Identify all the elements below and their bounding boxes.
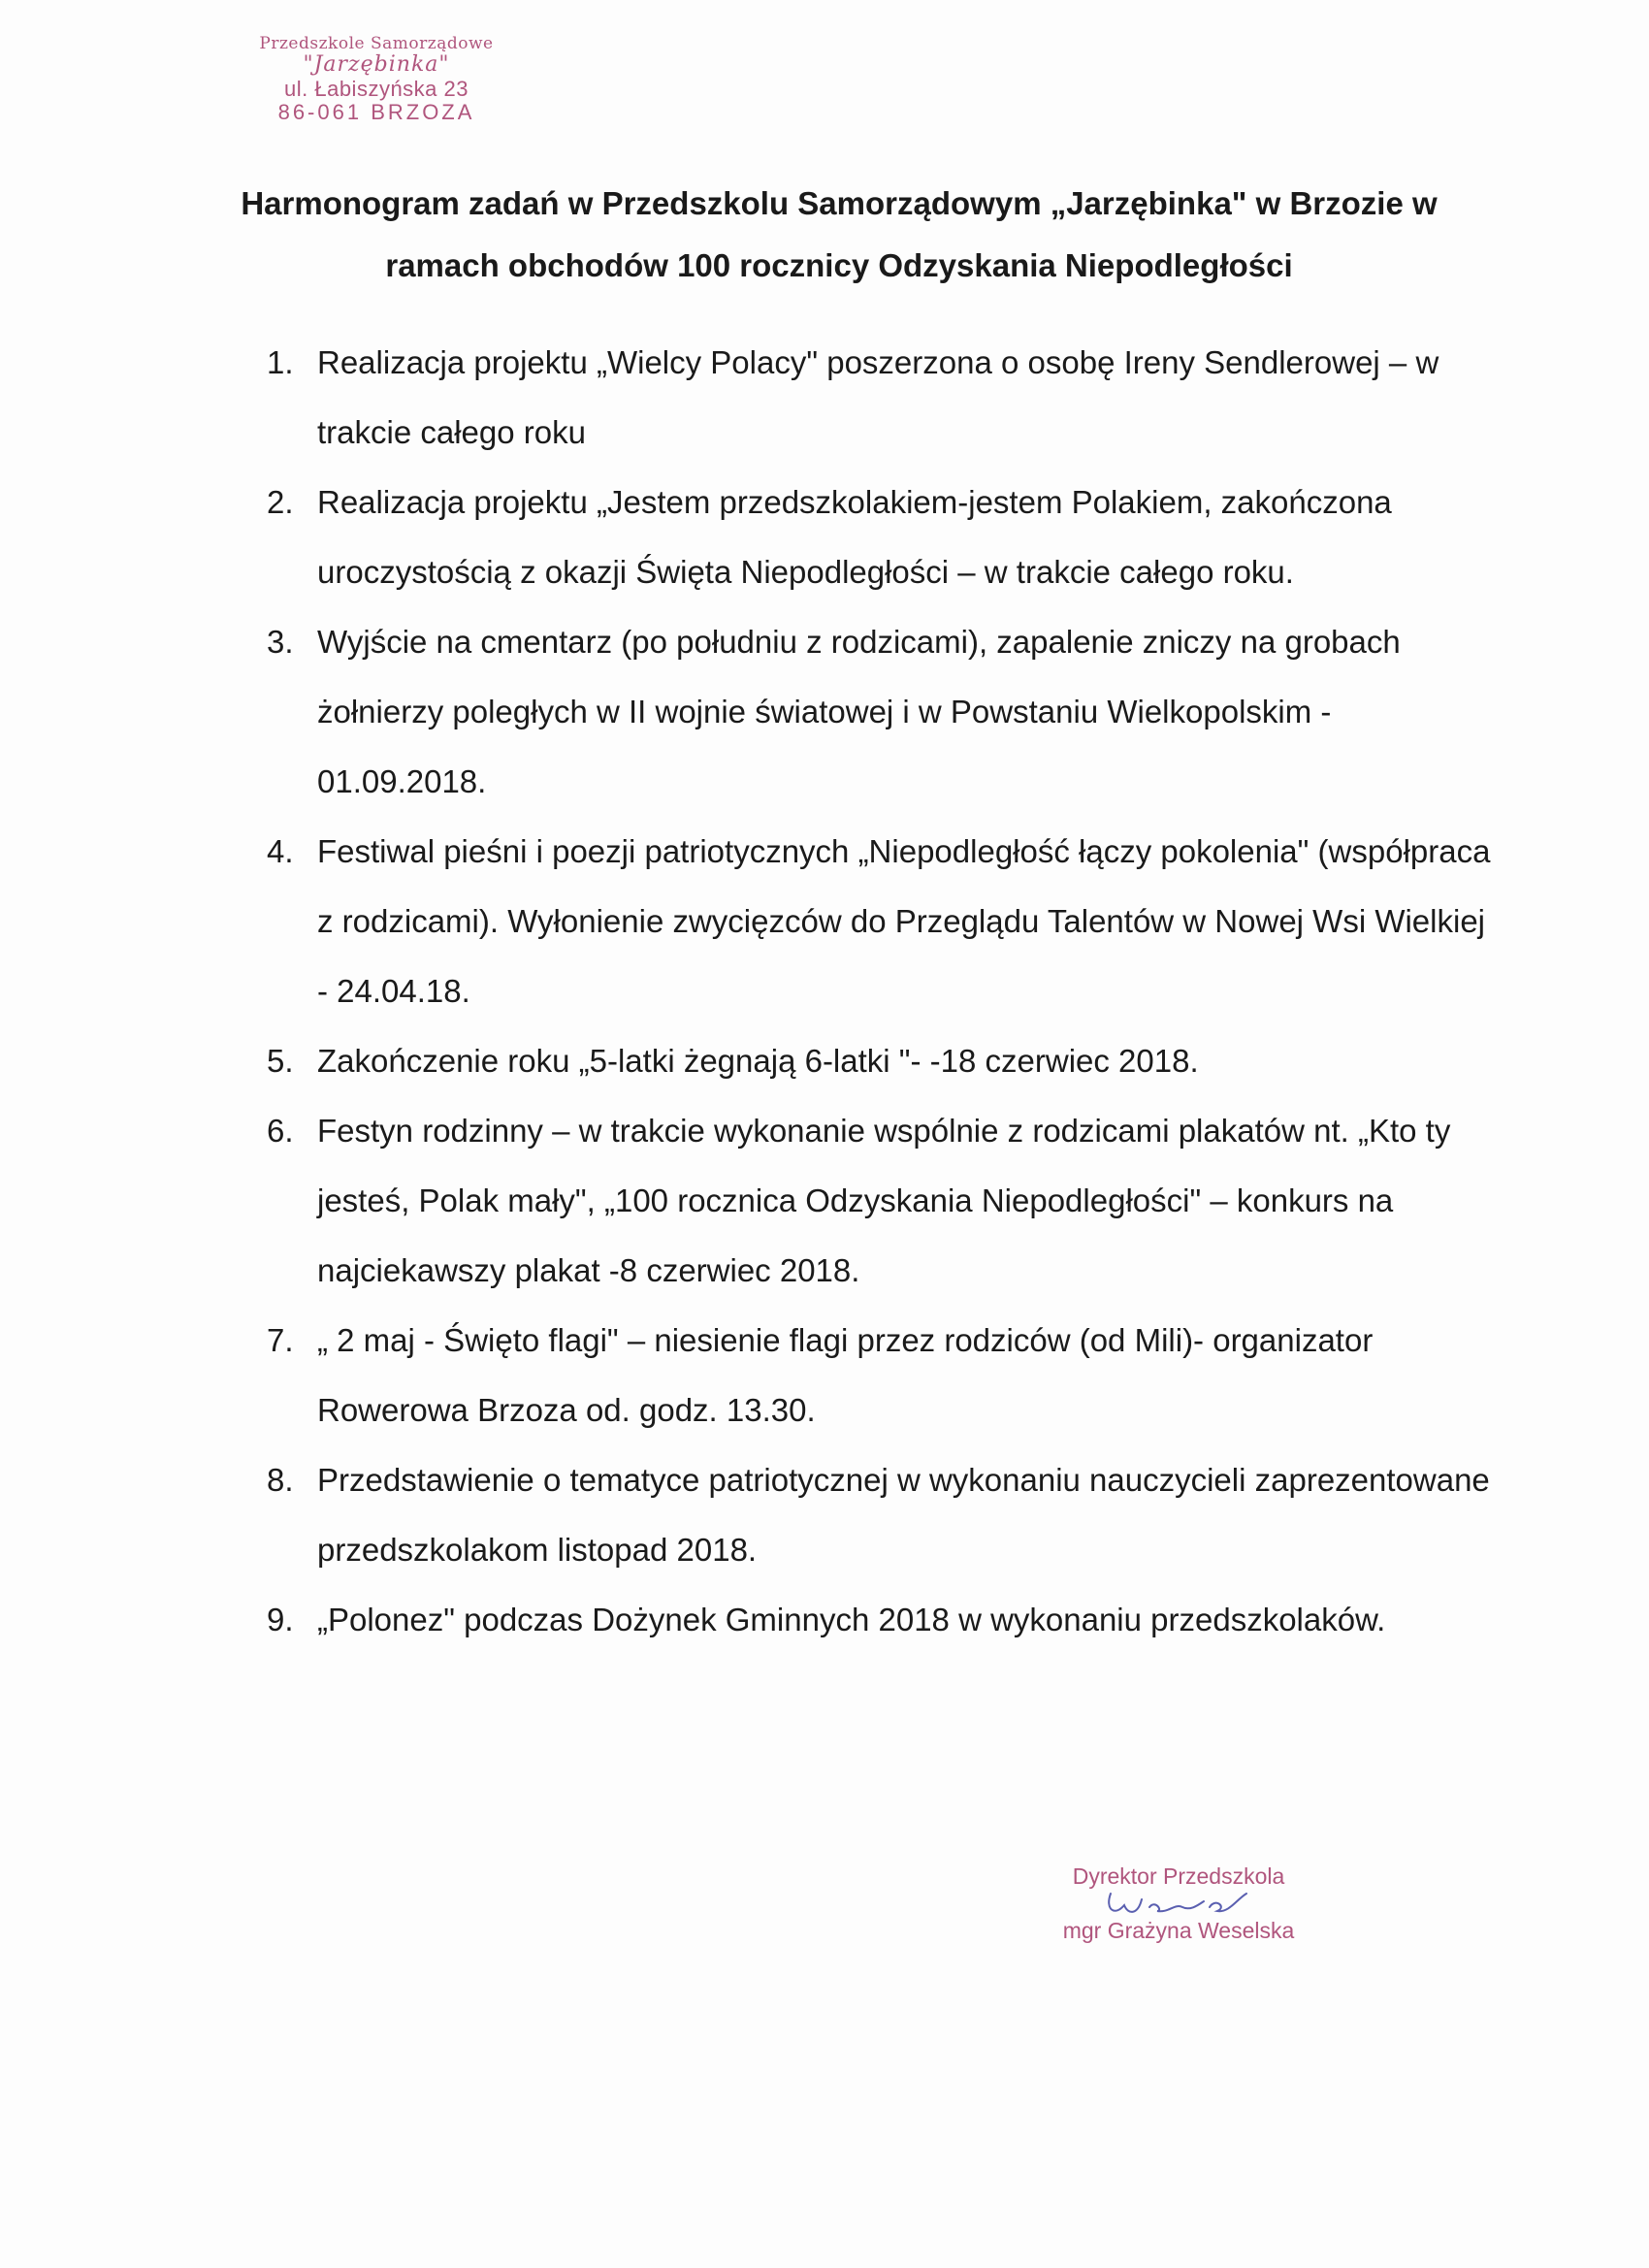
item-number: 6. bbox=[267, 1113, 294, 1149]
list-item bbox=[247, 328, 1499, 468]
item-number: 2. bbox=[267, 484, 294, 520]
stamp-line-3: ul. Łabiszyńska 23 bbox=[284, 76, 469, 101]
stamp-line-4: 86-061 BRZOZA bbox=[277, 100, 475, 125]
stamp-line-1: Przedszkole Samorządowe bbox=[259, 34, 494, 53]
item-number: 3. bbox=[267, 624, 294, 660]
item-text: „Polonez" podczas Dożynek Gminnych 2018 w wykonaniu przedszkolaków. bbox=[317, 1602, 1386, 1637]
signature-block bbox=[1018, 1863, 1339, 1946]
list-item bbox=[247, 607, 1499, 817]
item-text: Wyjście na cmentarz (po południu z rodzicami), zapalenie zniczy na grobach żołnierzy poległych w II wojnie światowej i w Powstaniu Wielkopolskim - 01.09.2018. bbox=[317, 624, 1401, 799]
item-text: „ 2 maj - Święto flagi" – niesienie flagi przez rodziców (od Mili)- organizator Rowerowa Brzoza od. godz. 13.30. bbox=[317, 1322, 1374, 1428]
list-item bbox=[247, 1096, 1499, 1306]
list-item bbox=[247, 1445, 1499, 1585]
title-line-2: ramach obchodów 100 rocznicy Odzyskania Niepodległości bbox=[385, 247, 1293, 283]
item-number: 4. bbox=[267, 833, 294, 869]
list-item bbox=[247, 1026, 1499, 1096]
signature-name: mgr Grażyna Weselska bbox=[1062, 1917, 1295, 1943]
item-number: 9. bbox=[267, 1602, 294, 1637]
list-item bbox=[247, 817, 1499, 1026]
item-text: Przedstawienie o tematyce patriotycznej w wykonaniu nauczycieli zaprezentowane przedszkolakom listopad 2018. bbox=[317, 1462, 1490, 1568]
list-item bbox=[247, 1585, 1499, 1655]
item-text: Festyn rodzinny – w trakcie wykonanie wspólnie z rodzicami plakatów nt. „Kto ty jesteś, Polak mały", „100 rocznica Odzyskania Niepodległości" – konkurs na najciekawszy plakat -8 czerwiec 2018. bbox=[317, 1113, 1451, 1288]
item-number: 5. bbox=[267, 1043, 294, 1079]
institution-stamp bbox=[221, 35, 532, 125]
item-number: 8. bbox=[267, 1462, 294, 1498]
stamp-line-2: "Jarzębinka" bbox=[303, 52, 450, 78]
item-text: Zakończenie roku „5-latki żegnają 6-latki "- -18 czerwiec 2018. bbox=[317, 1043, 1199, 1079]
signature-role: Dyrektor Przedszkola bbox=[1072, 1863, 1285, 1889]
title-line-1: Harmonogram zadań w Przedszkolu Samorządowym „Jarzębinka" w Brzozie w bbox=[241, 185, 1438, 221]
item-text: Realizacja projektu „Jestem przedszkolakiem-jestem Polakiem, zakończona uroczystością z okazji Święta Niepodległości – w trakcie całego roku. bbox=[317, 484, 1392, 590]
item-text: Realizacja projektu „Wielcy Polacy" poszerzona o osobę Ireny Sendlerowej – w trakcie całego roku bbox=[317, 344, 1439, 450]
list-item bbox=[247, 1306, 1499, 1445]
document-title bbox=[175, 173, 1504, 297]
item-text: Festiwal pieśni i poezji patriotycznych „Niepodległość łączy pokolenia" (współpraca z rodzicami). Wyłonienie zwycięzców do Przeglądu Talentów w Nowej Wsi Wielkiej - 24.04.18. bbox=[317, 833, 1491, 1009]
item-number: 7. bbox=[267, 1322, 294, 1358]
item-number: 1. bbox=[267, 344, 294, 380]
task-list bbox=[247, 328, 1499, 1655]
list-item bbox=[247, 468, 1499, 607]
